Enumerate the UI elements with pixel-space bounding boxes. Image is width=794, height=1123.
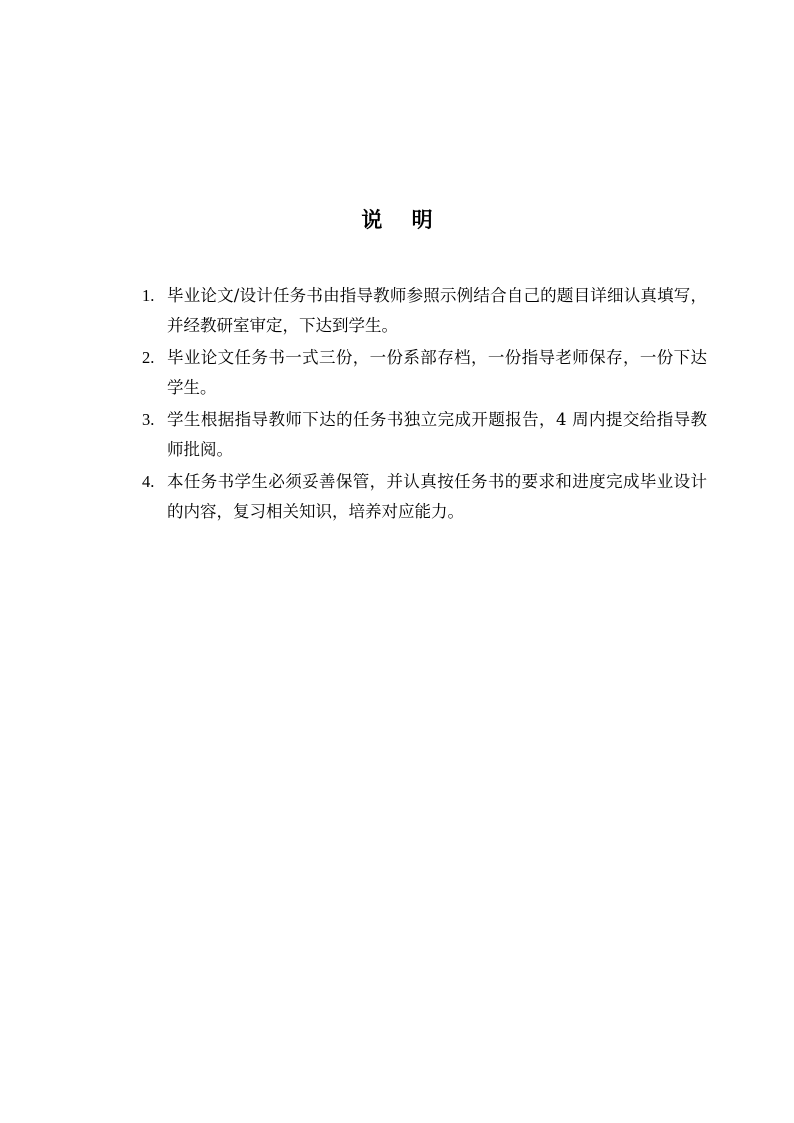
item-text: 学生根据指导教师下达的任务书独立完成开题报告，4 周内提交给指导教师批阅。 [167,410,707,459]
instruction-list [142,281,707,529]
item-text: 毕业论文任务书一式三份，一份系部存档，一份指导老师保存，一份下达学生。 [167,348,707,397]
item-text: 本任务书学生必须妥善保管，并认真按任务书的要求和进度完成毕业设计的内容，复习相关知识，培养对应能力。 [167,472,707,521]
list-item [142,281,707,341]
item-number: 1. [142,286,155,305]
list-item [142,343,707,403]
item-number: 2. [142,348,155,367]
page-title: 说 明 [361,207,433,232]
item-text: 毕业论文/设计任务书由指导教师参照示例结合自己的题目详细认真填写，并经教研室审定，下达到学生。 [167,286,707,335]
list-item [142,467,707,527]
item-number: 4. [142,472,155,491]
item-number: 3. [142,410,155,429]
list-item [142,405,707,465]
